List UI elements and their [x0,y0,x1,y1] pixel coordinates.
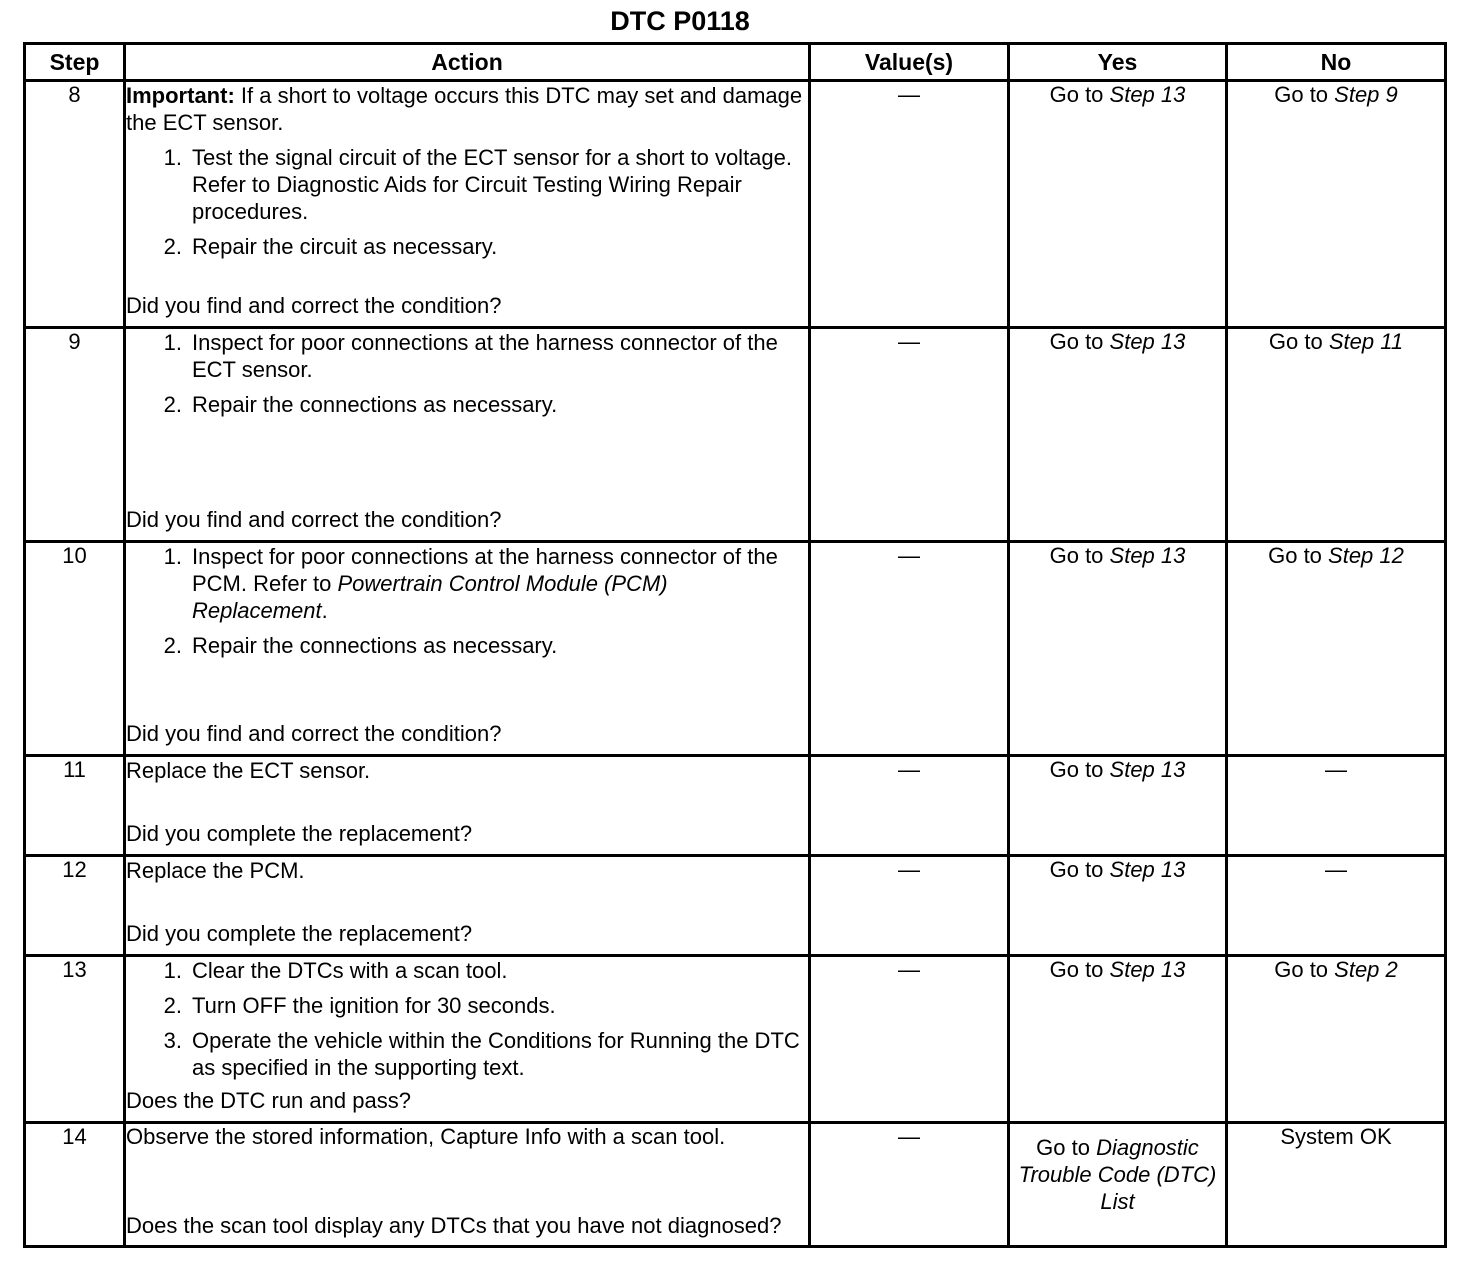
table-row [25,856,1446,956]
step-number: 14 [25,1123,125,1247]
yes-link[interactable]: Step 13 [1109,329,1186,354]
yes-cell: Go to Step 13 [1009,81,1227,328]
action-steps [126,329,808,418]
list-item: 2. Repair the circuit as necessary. [163,234,498,259]
value-cell: — [810,956,1009,1123]
important-note [126,82,808,136]
step-number: 9 [25,328,125,542]
no-link[interactable]: Step 12 [1328,543,1404,568]
yes-link[interactable]: Step 13 [1109,543,1186,568]
list-item: 1. Clear the DTCs with a scan tool. [163,958,508,983]
important-label: Important: [126,83,235,108]
no-link[interactable]: Step 2 [1334,957,1398,982]
action-cell [125,81,810,328]
list-item: 2. Repair the connections as necessary. [163,633,558,658]
no-cell: Go to Step 11 [1227,328,1446,542]
value-cell: — [810,1123,1009,1247]
no-cell: Go to Step 12 [1227,542,1446,756]
action-text: Replace the ECT sensor. [126,758,371,783]
table-row [25,542,1446,756]
yes-cell: Go to Step 13 [1009,542,1227,756]
action-cell [125,328,810,542]
no-link[interactable]: Step 11 [1328,329,1404,354]
action-steps [126,957,808,1081]
yes-link[interactable]: Diagnostic Trouble Code (DTC) List [1018,1135,1217,1214]
list-item: 2. Turn OFF the ignition for 30 seconds. [163,993,556,1018]
no-cell: — [1227,756,1446,856]
yes-cell: Go to Diagnostic Trouble Code (DTC) List [1009,1123,1227,1247]
table-row [25,1123,1446,1247]
action-question: Did you find and correct the condition? [126,507,502,532]
header-step: Step [25,44,125,81]
action-question: Does the DTC run and pass? [126,1088,411,1113]
action-question: Did you find and correct the condition? [126,721,502,746]
action-cell [125,1123,810,1247]
page-title: DTC P0118 [610,6,750,36]
action-cell [125,956,810,1123]
yes-cell: Go to Step 13 [1009,328,1227,542]
action-question: Did you complete the replacement? [126,921,473,946]
list-item: 1. Test the signal circuit of the ECT sensor for a short to voltage. Refer to Diagnostic Aids for Circuit Testing Wiring Repair procedures. [163,145,792,224]
no-link[interactable]: Step 9 [1334,82,1398,107]
action-text: Observe the stored information, Capture Info with a scan tool. [126,1124,726,1149]
step-number: 11 [25,756,125,856]
diagnostic-table [23,42,1447,1248]
yes-link[interactable]: Step 13 [1109,957,1186,982]
yes-cell: Go to Step 13 [1009,956,1227,1123]
step-number: 13 [25,956,125,1123]
action-cell [125,542,810,756]
action-question: Did you complete the replacement? [126,821,473,846]
action-steps [126,144,808,260]
yes-link[interactable]: Step 13 [1109,757,1186,782]
important-text: If a short to voltage occurs this DTC may set and damage the ECT sensor. [126,83,803,135]
no-cell: System OK [1227,1123,1446,1247]
action-steps [126,543,808,659]
table-row [25,956,1446,1123]
table-row [25,328,1446,542]
action-cell [125,756,810,856]
value-cell: — [810,856,1009,956]
list-item: 2. Repair the connections as necessary. [163,392,558,417]
yes-cell: Go to Step 13 [1009,856,1227,956]
action-text: Replace the PCM. [126,858,305,883]
action-question: Did you find and correct the condition? [126,293,502,318]
list-item: 1. Inspect for poor connections at the harness connector of the PCM. Refer to Powertrain Control Module (PCM) Replacement. [163,544,778,623]
value-cell: — [810,542,1009,756]
table-row [25,756,1446,856]
list-item: 1. Inspect for poor connections at the harness connector of the ECT sensor. [163,330,778,382]
yes-cell: Go to Step 13 [1009,756,1227,856]
header-yes: Yes [1009,44,1227,81]
header-action: Action [125,44,810,81]
action-cell [125,856,810,956]
no-cell: Go to Step 9 [1227,81,1446,328]
header-values: Value(s) [810,44,1009,81]
table-row [25,81,1446,328]
step-number: 8 [25,81,125,328]
yes-link[interactable]: Step 13 [1109,82,1186,107]
step-number: 10 [25,542,125,756]
header-no: No [1227,44,1446,81]
yes-link[interactable]: Step 13 [1109,857,1186,882]
header-row [25,44,1446,81]
no-cell: — [1227,856,1446,956]
reference-link[interactable]: Powertrain Control Module (PCM) Replacement [192,571,668,623]
value-cell: — [810,328,1009,542]
value-cell: — [810,756,1009,856]
step-number: 12 [25,856,125,956]
value-cell: — [810,81,1009,328]
no-cell: Go to Step 2 [1227,956,1446,1123]
action-question: Does the scan tool display any DTCs that you have not diagnosed? [126,1213,782,1238]
list-item: 3. Operate the vehicle within the Conditions for Running the DTC as specified in the supporting text. [163,1028,800,1080]
